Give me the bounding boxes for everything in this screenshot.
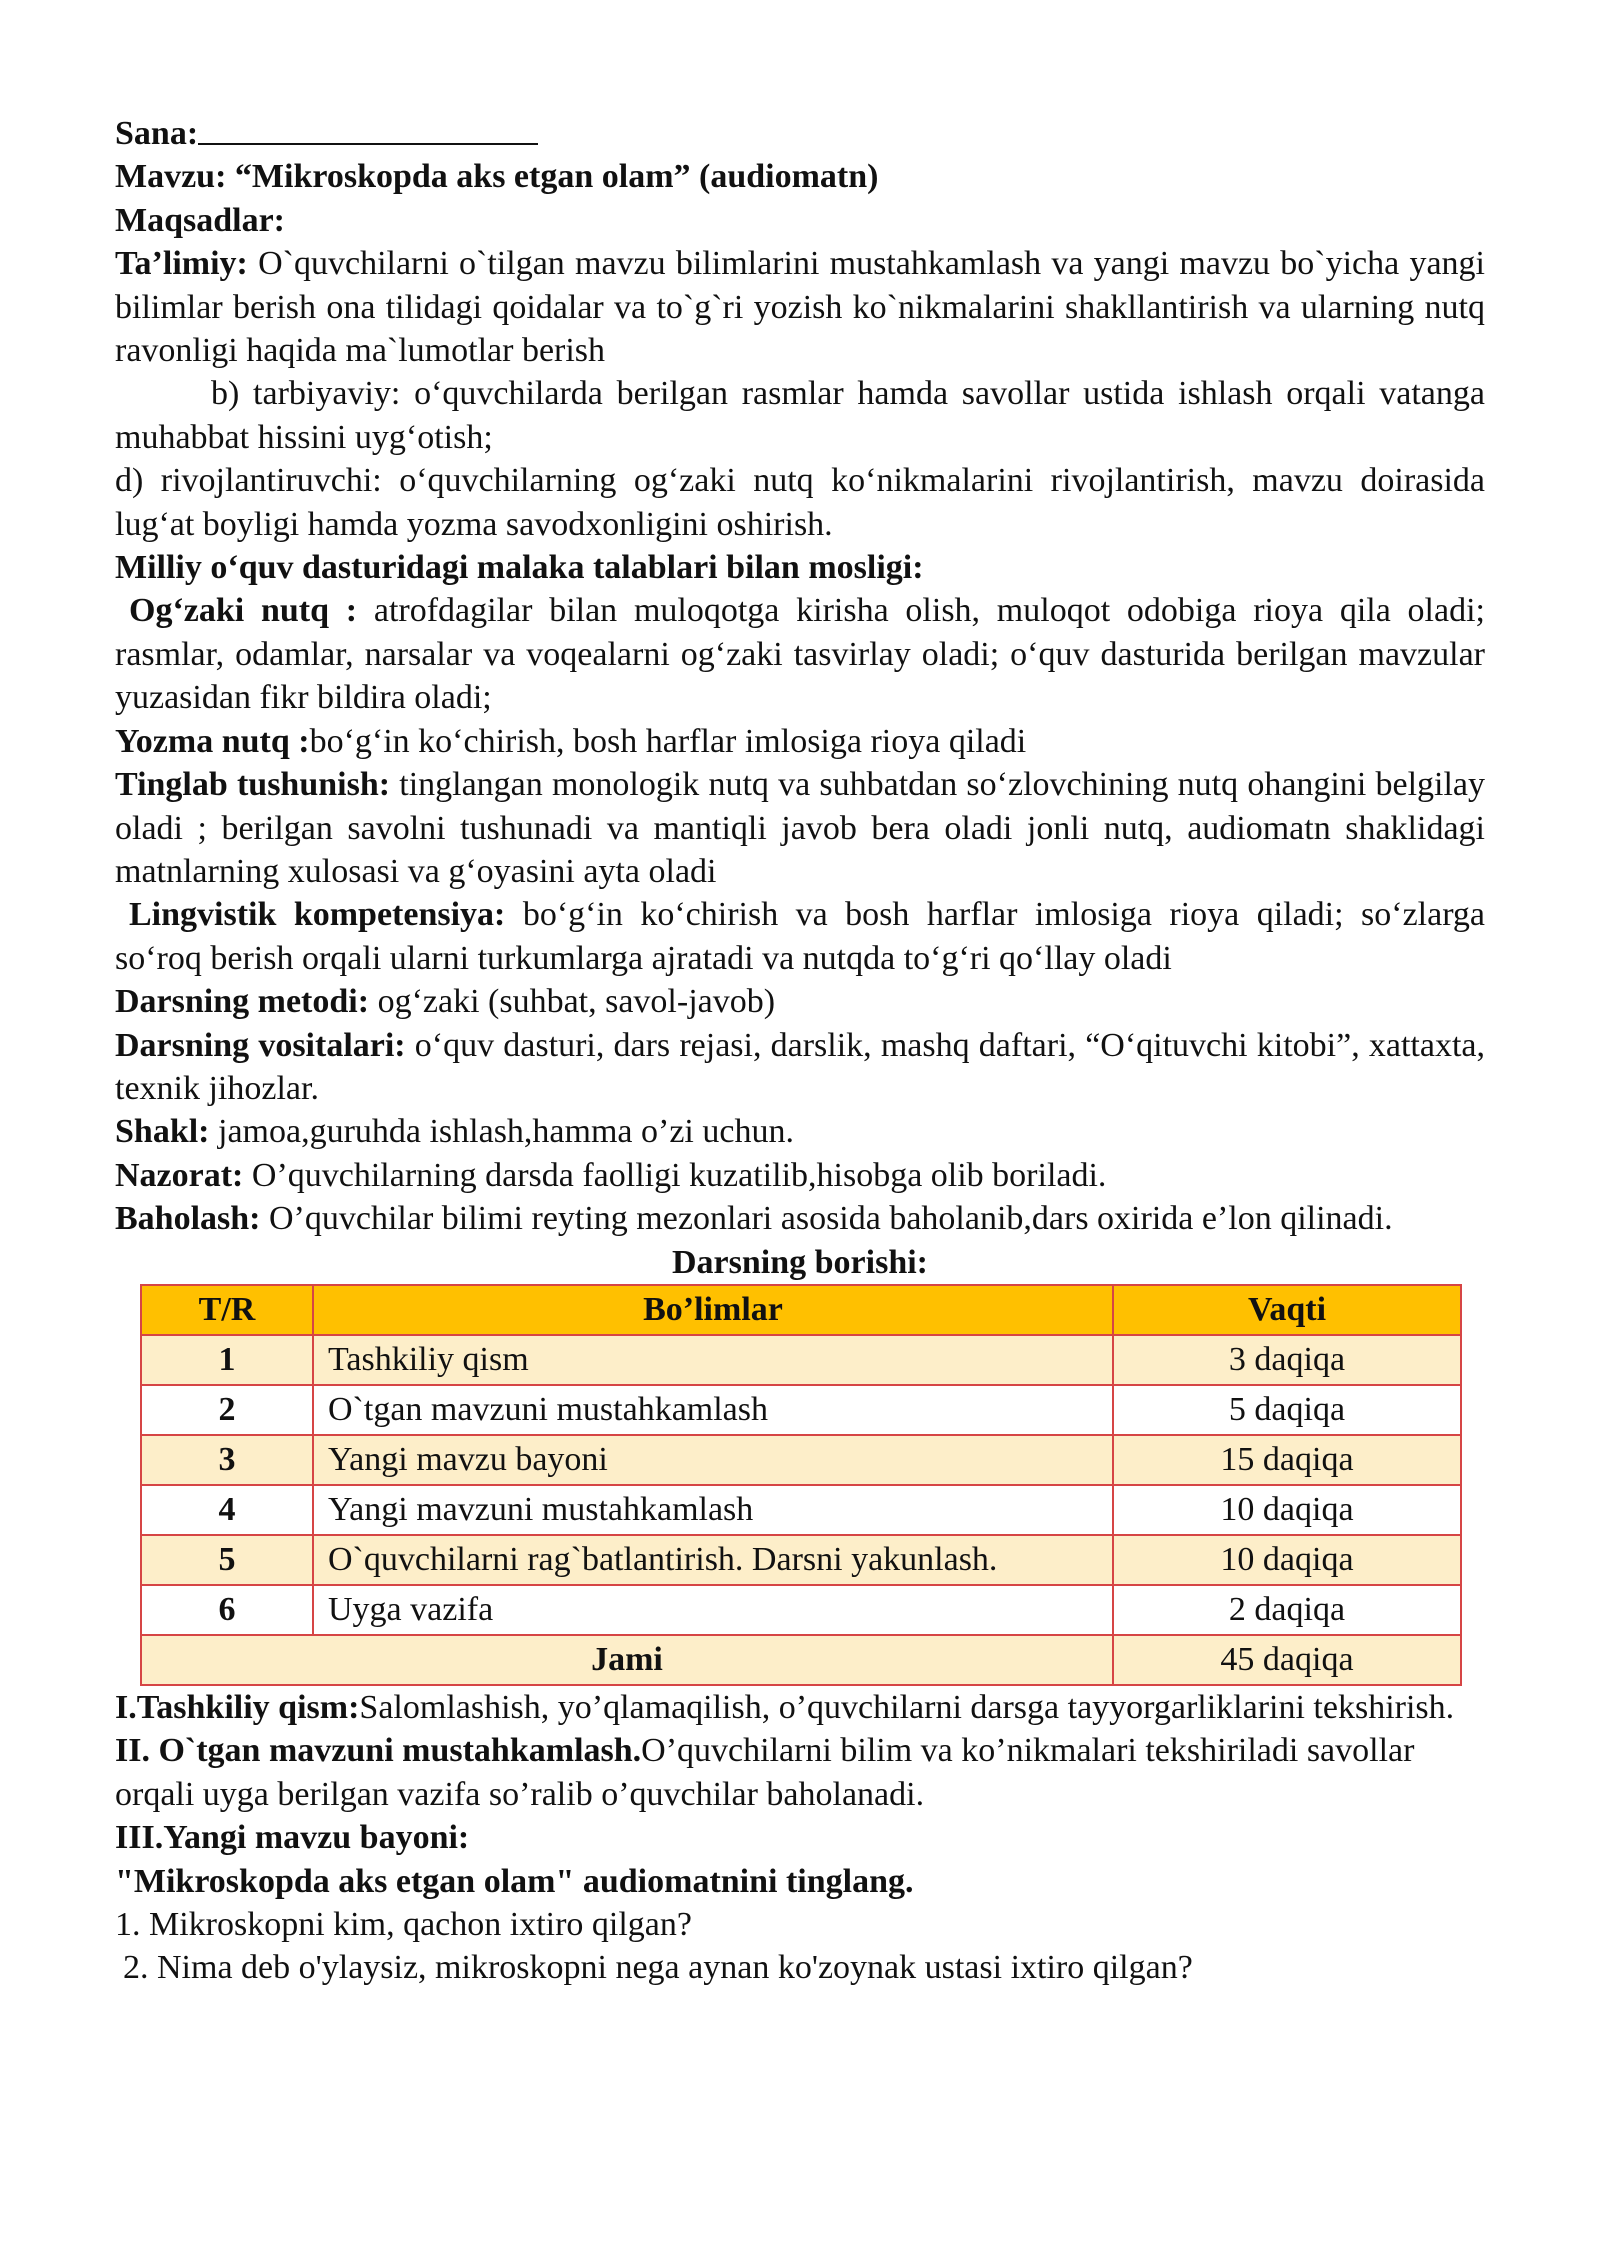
lesson-method-text: og‘zaki (suhbat, savol-javob) [369,983,776,1021]
lesson-plan-table [140,1284,1462,1686]
row-section: Uyga vazifa [313,1585,1113,1635]
table-row [141,1485,1461,1535]
row-num: 1 [141,1335,313,1385]
row-num: 5 [141,1535,313,1585]
total-label: Jami [141,1635,1113,1685]
document-page [115,112,1485,1990]
table-row [141,1435,1461,1485]
row-section: Yangi mavzuni mustahkamlash [313,1485,1113,1535]
date-line [115,112,1485,155]
listening-task [115,1860,1485,1903]
section-new-topic-label: III.Yangi mavzu bayoni: [115,1819,470,1857]
standards-heading-text: Milliy o‘quv dasturidagi malaka talablari bilan mosligi: [115,549,924,587]
row-num: 4 [141,1485,313,1535]
table-header-num: T/R [141,1285,313,1335]
row-num: 3 [141,1435,313,1485]
row-time: 10 daqiqa [1113,1535,1461,1585]
plan-title-text: Darsning borishi: [672,1243,928,1281]
standard-written [115,720,1485,763]
lesson-control-text: O’quvchilarning darsda faolligi kuzatilib,hisobga olib boriladi. [243,1156,1107,1194]
goal-developmental: d) rivojlantiruvchi: o‘quvchilarning og‘zaki nutq ko‘nikmalarini rivojlantirish, mavzu doirasida lug‘at boyligi hamda yozma savodxonligini oshirish. [115,462,1485,543]
table-header-sections: Bo’limlar [313,1285,1113,1335]
table-row [141,1335,1461,1385]
row-section: Yangi mavzu bayoni [313,1435,1113,1485]
goal-educational-label: Ta’limiy: [115,245,248,283]
table-row [141,1585,1461,1635]
row-time: 15 daqiqa [1113,1435,1461,1485]
standard-written-label: Yozma nutq : [115,722,310,760]
section-review-text: O’quvchilarni bilim va ko’nikmalari tekshiriladi savollar orqali uyga berilgan vazifa so’ralib o’quvchilar baholanadi. [115,1732,1415,1813]
row-time: 5 daqiqa [1113,1385,1461,1435]
table-row [141,1535,1461,1585]
goal-educational [115,242,1485,372]
standard-listening-text: tinglangan monologik nutq va suhbatdan so‘zlovchining nutq ohangini belgilay oladi ; berilgan savolni tushunadi va mantiqli javob bera oladi jonli nutq, audiomatn shaklidagi matnlarning xulosasi va g‘oyasini ayta oladi [115,766,1486,890]
lesson-tools [115,1024,1485,1111]
lesson-assessment-label: Baholash: [115,1200,261,1238]
standard-listening [115,763,1485,893]
question-1: 1. Mikroskopni kim, qachon ixtiro qilgan? [115,1906,692,1943]
standard-oral-text: atrofdagilar bilan muloqotga kirisha olish, muloqot odobiga rioya qila oladi; rasmlar, odamlar, narsalar va voqealarni og‘zaki tasvirlay oladi; o‘quv dasturida berilgan mavzular yuzasidan fikr bildira oladi; [115,592,1485,717]
table-header-time: Vaqti [1113,1285,1461,1335]
standard-oral-label: Og‘zaki nutq : [129,592,358,630]
section-new-topic [115,1816,1485,1859]
goals-heading-text: Maqsadlar: [115,201,285,239]
row-num: 6 [141,1585,313,1635]
date-blank [198,113,538,145]
lesson-method-label: Darsning metodi: [115,983,370,1021]
lesson-assessment-text: O’quvchilar bilimi reyting mezonlari asosida baholanib,dars oxirida e’lon qilinadi. [260,1200,1393,1238]
date-label: Sana: [115,115,199,152]
section-organizational [115,1686,1485,1729]
section-review [115,1729,1485,1816]
lesson-form [115,1110,1485,1153]
row-time: 10 daqiqa [1113,1485,1461,1535]
section-organizational-label: I.Tashkiliy qism: [115,1688,360,1726]
standard-listening-label: Tinglab tushunish: [115,766,391,804]
lesson-assessment [115,1197,1485,1240]
goal-educational-text: O`quvchilarni o`tilgan mavzu bilimlarini mustahkamlash va yangi mavzu bo`yicha yangi bilimlar berish ona tilidagi qoidalar va to`g`ri yozish ko`nikmalarini shakllantirish va ularning nutq ravonligi haqida ma`lumotlar berish [115,245,1485,370]
plan-title [115,1241,1485,1284]
row-num: 2 [141,1385,313,1435]
topic-line [115,155,1485,198]
section-organizational-text: Salomlashish, yo’qlamaqilish, o’quvchilarni darsga tayyorgarliklarini tekshirish. [359,1688,1455,1726]
standard-oral [115,589,1485,719]
section-review-label: II. O`tgan mavzuni mustahkamlash. [115,1732,642,1770]
question-2: 2. Nima deb o'ylaysiz, mikroskopni nega aynan ko'zoynak ustasi ixtiro qilgan? [123,1949,1193,1987]
goals-heading [115,199,1485,242]
lesson-form-label: Shakl: [115,1113,210,1151]
standard-linguistic-label: Lingvistik kompetensiya: [129,896,506,934]
table-total-row [141,1635,1461,1685]
table-header-row [141,1285,1461,1335]
row-section: Tashkiliy qism [313,1335,1113,1385]
lesson-tools-text: o‘quv dasturi, dars rejasi, darslik, mashq daftari, “O‘qituvchi kitobi”, xattaxta, texnik jihozlar. [115,1026,1485,1107]
standard-linguistic [115,893,1485,980]
total-time: 45 daqiqa [1113,1635,1461,1685]
lesson-method [115,980,1485,1023]
table-row [141,1385,1461,1435]
lesson-tools-label: Darsning vositalari: [115,1026,406,1064]
topic-title: Mavzu: “Mikroskopda aks etgan olam” (audiomatn) [115,158,879,196]
standard-linguistic-text: bo‘g‘in ko‘chirish va bosh harflar imlosiga rioya qiladi; so‘zlarga so‘roq berish orqali ularni turkumlarga ajratadi va nutqda to‘g‘ri qo‘llay oladi [115,896,1485,977]
row-time: 3 daqiqa [1113,1335,1461,1385]
goal-upbringing: b) tarbiyaviy: o‘quvchilarda berilgan rasmlar hamda savollar ustida ishlash orqali vatanga muhabbat hissini uyg‘otish; [115,375,1485,456]
row-time: 2 daqiqa [1113,1585,1461,1635]
lesson-form-text: jamoa,guruhda ishlash,hamma o’zi uchun. [209,1113,794,1151]
row-section: O`quvchilarni rag`batlantirish. Darsni yakunlash. [313,1535,1113,1585]
row-section: O`tgan mavzuni mustahkamlash [313,1385,1113,1435]
standards-heading [115,546,1485,589]
standard-written-text: bo‘g‘in ko‘chirish, bosh harflar imlosiga rioya qiladi [309,722,1027,760]
listening-task-title: "Mikroskopda aks etgan olam" audiomatnini tinglang. [115,1862,914,1900]
lesson-control-label: Nazorat: [115,1156,244,1194]
lesson-control [115,1154,1485,1197]
